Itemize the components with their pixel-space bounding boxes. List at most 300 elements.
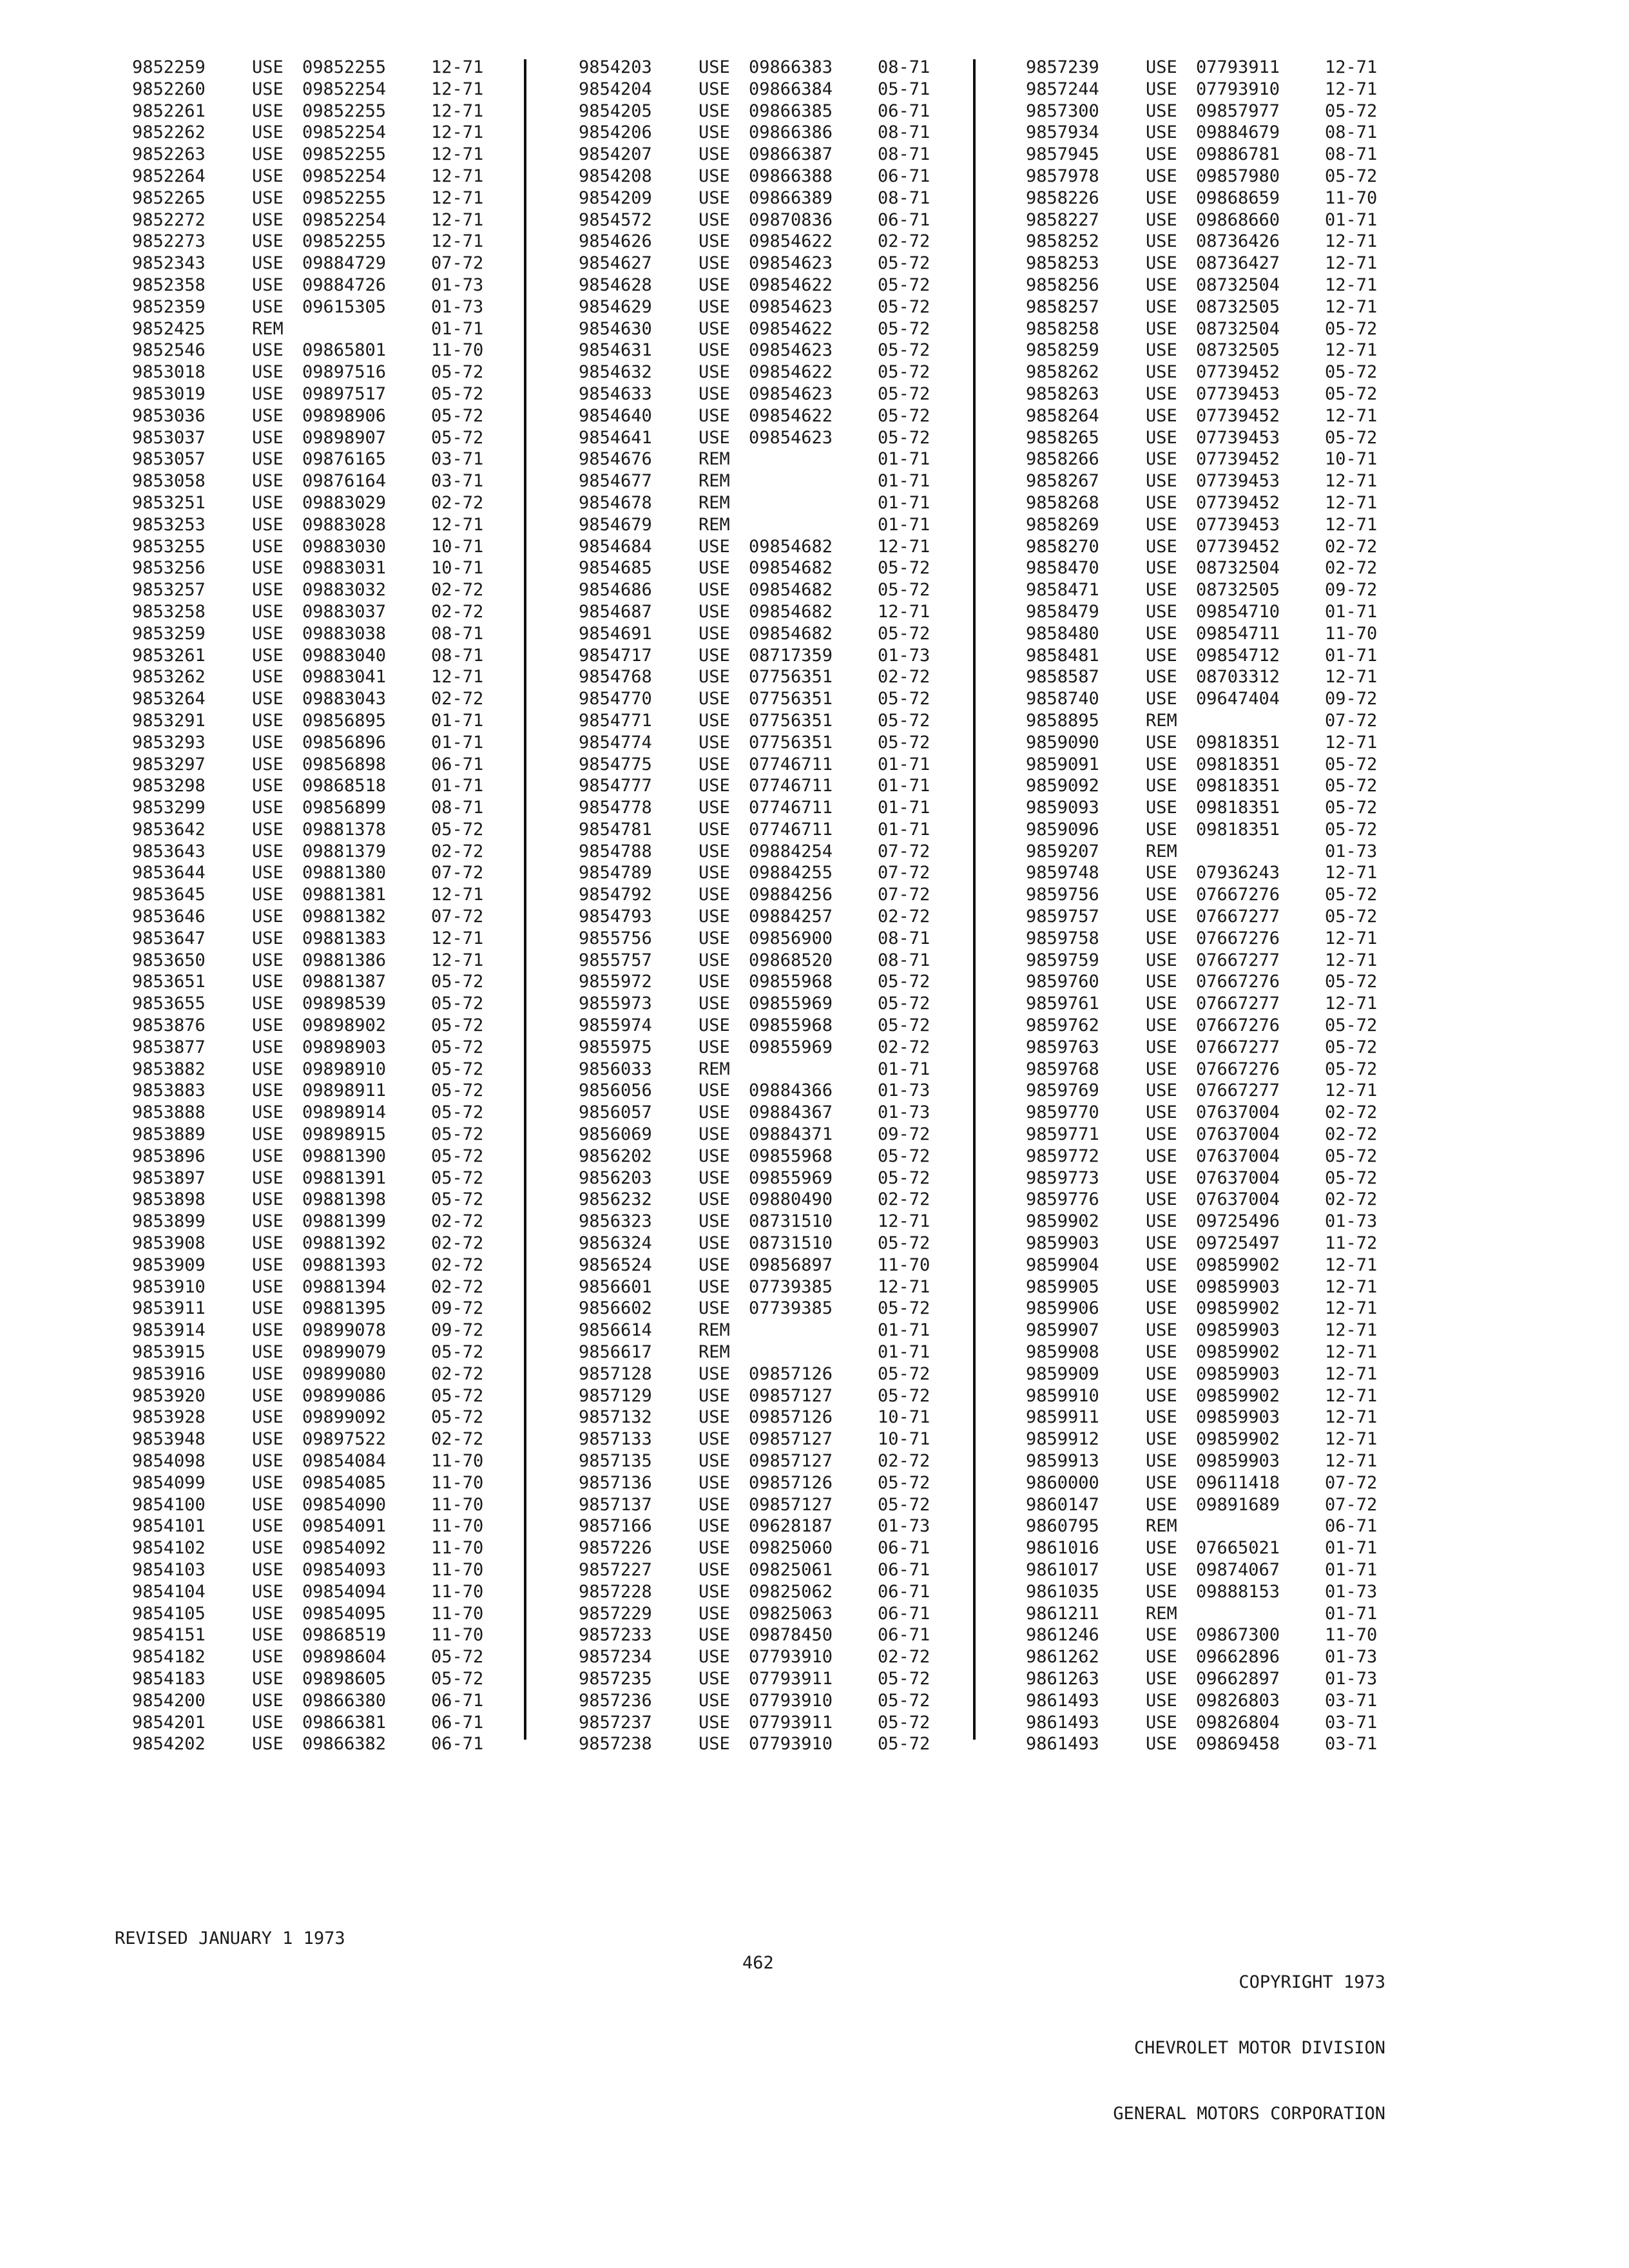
table-row — [579, 1102, 949, 1124]
part-number: 9854775 — [579, 754, 652, 774]
replacement-number: 09883031 — [302, 558, 387, 579]
table-row — [1026, 166, 1396, 187]
effective-date: 05-72 — [1325, 972, 1378, 992]
replacement-number: 09859903 — [1196, 1407, 1280, 1428]
effective-date: 12-71 — [1325, 950, 1378, 970]
replacement-number: 09854622 — [749, 274, 833, 295]
effective-date: 01-71 — [878, 1320, 930, 1341]
part-number: 9853882 — [132, 1059, 206, 1079]
effective-date: 05-72 — [878, 318, 930, 339]
table-row — [1026, 993, 1396, 1015]
effective-date: 12-71 — [431, 231, 484, 252]
replacement-number: 09868659 — [1196, 187, 1280, 208]
effective-date: 05-72 — [878, 1298, 930, 1319]
effective-date: 12-71 — [1325, 1254, 1378, 1275]
action-code: USE — [1146, 1254, 1177, 1275]
action-code: USE — [1146, 558, 1177, 579]
effective-date: 05-72 — [1325, 318, 1378, 339]
table-row — [579, 209, 949, 231]
table-row — [1026, 841, 1396, 863]
effective-date: 12-71 — [1325, 1081, 1378, 1101]
part-number: 9861493 — [1026, 1690, 1099, 1711]
part-number: 9855974 — [579, 1015, 652, 1036]
part-number: 9859758 — [1026, 928, 1099, 948]
replacement-number: 09852254 — [302, 166, 387, 186]
part-number: 9852273 — [132, 231, 206, 252]
part-number: 9857228 — [579, 1581, 652, 1602]
action-code: USE — [1146, 1363, 1177, 1384]
table-row — [579, 1537, 949, 1559]
revised-date: REVISED JANUARY 1 1973 — [115, 1928, 345, 1948]
table-row — [132, 536, 502, 558]
effective-date: 12-71 — [431, 79, 484, 99]
action-code: USE — [252, 187, 284, 208]
part-number: 9860000 — [1026, 1472, 1099, 1493]
action-code: USE — [252, 492, 284, 513]
action-code: USE — [252, 514, 284, 535]
part-number: 9852260 — [132, 79, 206, 99]
part-number: 9853256 — [132, 558, 206, 579]
replacement-number: 09881379 — [302, 841, 387, 861]
replacement-number: 09867300 — [1196, 1625, 1280, 1646]
part-number: 9853916 — [132, 1363, 206, 1384]
part-number: 9854640 — [579, 405, 652, 426]
table-row — [132, 819, 502, 841]
effective-date: 06-71 — [878, 1559, 930, 1580]
action-code: USE — [252, 1494, 284, 1515]
table-row — [132, 79, 502, 101]
action-code: USE — [699, 1647, 730, 1667]
action-code: USE — [699, 166, 730, 186]
replacement-number: 09818351 — [1196, 798, 1280, 818]
table-row — [579, 1298, 949, 1320]
action-code: USE — [699, 101, 730, 121]
replacement-number: 09898911 — [302, 1081, 387, 1101]
action-code: USE — [1146, 187, 1177, 208]
effective-date: 12-71 — [431, 667, 484, 687]
effective-date: 05-72 — [1325, 362, 1378, 383]
action-code: USE — [1146, 1494, 1177, 1515]
part-number: 9857132 — [579, 1407, 652, 1428]
replacement-number: 09725496 — [1196, 1211, 1280, 1232]
action-code: USE — [1146, 885, 1177, 905]
effective-date: 05-72 — [1325, 1146, 1378, 1166]
effective-date: 07-72 — [431, 863, 484, 883]
effective-date: 02-72 — [431, 1254, 484, 1275]
effective-date: 05-72 — [878, 994, 930, 1014]
replacement-number — [749, 448, 878, 470]
action-code: USE — [252, 1647, 284, 1667]
table-row — [1026, 623, 1396, 645]
part-number: 9859903 — [1026, 1233, 1099, 1254]
action-code: USE — [699, 1451, 730, 1471]
action-code: USE — [1146, 144, 1177, 165]
effective-date: 09-72 — [431, 1298, 484, 1319]
action-code: USE — [252, 732, 284, 753]
action-code: REM — [699, 492, 730, 513]
replacement-number: 09898605 — [302, 1668, 387, 1689]
effective-date: 05-72 — [878, 1385, 930, 1406]
replacement-number: 08732504 — [1196, 558, 1280, 579]
replacement-number: 07756351 — [749, 689, 833, 709]
effective-date: 05-72 — [1325, 776, 1378, 796]
part-number: 9854182 — [132, 1647, 206, 1667]
part-number: 9858265 — [1026, 427, 1099, 448]
part-number: 9854202 — [132, 1734, 206, 1754]
table-row — [1026, 144, 1396, 166]
part-number: 9858269 — [1026, 514, 1099, 535]
replacement-number: 09662897 — [1196, 1668, 1280, 1689]
effective-date: 01-73 — [431, 274, 484, 295]
table-row — [1026, 1537, 1396, 1559]
action-code: USE — [252, 1603, 284, 1624]
action-code: USE — [1146, 1015, 1177, 1036]
effective-date: 05-72 — [431, 1189, 484, 1210]
part-number: 9861246 — [1026, 1625, 1099, 1646]
effective-date: 12-71 — [1325, 994, 1378, 1014]
replacement-number: 09854085 — [302, 1472, 387, 1493]
table-row — [579, 1690, 949, 1712]
part-number: 9854691 — [579, 623, 652, 644]
replacement-number: 09852255 — [302, 57, 387, 77]
effective-date: 10-71 — [431, 558, 484, 579]
part-number: 9852343 — [132, 253, 206, 274]
part-number: 9859910 — [1026, 1385, 1099, 1406]
replacement-number: 09725497 — [1196, 1233, 1280, 1254]
replacement-number: 09825061 — [749, 1559, 833, 1580]
table-row — [579, 1428, 949, 1450]
effective-date: 10-71 — [1325, 449, 1378, 470]
table-row — [132, 841, 502, 863]
action-code: USE — [699, 1254, 730, 1275]
action-code: USE — [699, 1734, 730, 1754]
action-code: USE — [699, 536, 730, 557]
effective-date: 08-71 — [1325, 144, 1378, 165]
table-row — [1026, 340, 1396, 361]
effective-date: 02-72 — [878, 907, 930, 927]
table-row — [579, 1080, 949, 1102]
action-code: USE — [699, 623, 730, 644]
parts-column-2 — [579, 57, 949, 1755]
effective-date: 12-71 — [1325, 57, 1378, 77]
replacement-number: 09854091 — [302, 1516, 387, 1537]
part-number: 9859772 — [1026, 1146, 1099, 1166]
part-number: 9854100 — [132, 1494, 206, 1515]
effective-date: 11-70 — [431, 1538, 484, 1559]
replacement-number: 07739452 — [1196, 405, 1280, 426]
effective-date: 12-71 — [1325, 732, 1378, 753]
replacement-number: 09859902 — [1196, 1298, 1280, 1319]
replacement-number: 09883043 — [302, 689, 387, 709]
part-number: 9858262 — [1026, 362, 1099, 383]
action-code: USE — [1146, 1451, 1177, 1471]
replacement-number: 08731510 — [749, 1211, 833, 1232]
effective-date: 02-72 — [431, 1363, 484, 1384]
table-row — [132, 906, 502, 928]
part-number: 9853018 — [132, 362, 206, 383]
table-row — [579, 862, 949, 884]
part-number: 9858895 — [1026, 710, 1099, 731]
part-number: 9859913 — [1026, 1451, 1099, 1471]
replacement-number: 09881383 — [302, 928, 387, 948]
replacement-number: 09884256 — [749, 885, 833, 905]
table-row — [579, 101, 949, 122]
part-number: 9858264 — [1026, 405, 1099, 426]
replacement-number: 09852254 — [302, 79, 387, 99]
table-row — [132, 1559, 502, 1581]
table-row — [132, 1494, 502, 1516]
effective-date: 12-71 — [1325, 405, 1378, 426]
effective-date: 12-71 — [878, 536, 930, 557]
replacement-number: 09883028 — [302, 514, 387, 535]
action-code: USE — [1146, 667, 1177, 687]
replacement-number: 09854712 — [1196, 645, 1280, 666]
part-number: 9853897 — [132, 1168, 206, 1188]
action-code: USE — [1146, 471, 1177, 492]
effective-date: 05-72 — [431, 1081, 484, 1101]
action-code: USE — [1146, 1059, 1177, 1079]
part-number: 9854208 — [579, 166, 652, 186]
part-number: 9853899 — [132, 1211, 206, 1232]
action-code: USE — [252, 710, 284, 731]
action-code: USE — [1146, 536, 1177, 557]
table-row — [579, 166, 949, 187]
replacement-number: 09881398 — [302, 1189, 387, 1210]
table-row — [579, 623, 949, 645]
replacement-number: 09854682 — [749, 601, 833, 622]
effective-date: 05-72 — [1325, 754, 1378, 774]
table-row — [579, 536, 949, 558]
part-number: 9857137 — [579, 1494, 652, 1515]
table-row — [1026, 1059, 1396, 1081]
table-row — [579, 514, 949, 536]
table-row — [132, 775, 502, 797]
replacement-number — [1196, 841, 1325, 863]
table-row — [579, 884, 949, 906]
replacement-number: 09881386 — [302, 950, 387, 970]
effective-date: 11-70 — [431, 1603, 484, 1624]
action-code: USE — [699, 383, 730, 404]
replacement-number: 09891689 — [1196, 1494, 1280, 1515]
part-number: 9858270 — [1026, 536, 1099, 557]
replacement-number: 09883032 — [302, 580, 387, 601]
part-number: 9859906 — [1026, 1298, 1099, 1319]
action-code: USE — [1146, 1124, 1177, 1145]
action-code: USE — [1146, 754, 1177, 774]
table-row — [132, 557, 502, 579]
part-number: 9857244 — [1026, 79, 1099, 99]
action-code: USE — [252, 623, 284, 644]
part-number: 9853915 — [132, 1342, 206, 1363]
table-row — [1026, 514, 1396, 536]
table-row — [579, 1341, 949, 1363]
part-number: 9859762 — [1026, 1015, 1099, 1036]
effective-date: 12-71 — [878, 1276, 930, 1297]
part-number: 9857238 — [579, 1734, 652, 1754]
part-number: 9855972 — [579, 972, 652, 992]
table-row — [1026, 209, 1396, 231]
part-number: 9856617 — [579, 1342, 652, 1363]
action-code: USE — [699, 253, 730, 274]
part-number: 9858226 — [1026, 187, 1099, 208]
effective-date: 12-71 — [1325, 253, 1378, 274]
table-row — [132, 1385, 502, 1407]
effective-date: 12-71 — [431, 166, 484, 186]
effective-date: 01-73 — [878, 1516, 930, 1537]
action-code: USE — [1146, 601, 1177, 622]
part-number: 9858479 — [1026, 601, 1099, 622]
effective-date: 01-71 — [431, 318, 484, 339]
part-number: 9853264 — [132, 689, 206, 709]
action-code: USE — [1146, 122, 1177, 143]
part-number: 9856324 — [579, 1233, 652, 1254]
part-number: 9853019 — [132, 383, 206, 404]
part-number: 9859763 — [1026, 1037, 1099, 1057]
table-row — [132, 1668, 502, 1690]
action-code: USE — [1146, 1211, 1177, 1232]
replacement-number: 09881393 — [302, 1254, 387, 1275]
table-row — [132, 187, 502, 209]
effective-date: 07-72 — [878, 863, 930, 883]
table-row — [579, 427, 949, 449]
replacement-number: 09884679 — [1196, 122, 1280, 143]
replacement-number: 09856900 — [749, 928, 833, 948]
copyright-line: COPYRIGHT 1973 — [1239, 1972, 1385, 1992]
effective-date: 06-71 — [878, 1603, 930, 1624]
effective-date: 06-71 — [878, 1625, 930, 1646]
replacement-number: 09898539 — [302, 994, 387, 1014]
effective-date: 05-72 — [878, 1690, 930, 1711]
action-code: REM — [699, 471, 730, 492]
replacement-number: 09854623 — [749, 253, 833, 274]
part-number: 9853883 — [132, 1081, 206, 1101]
replacement-number: 09898915 — [302, 1124, 387, 1145]
action-code: USE — [252, 950, 284, 970]
table-row — [579, 1124, 949, 1146]
table-row — [1026, 557, 1396, 579]
part-number: 9854771 — [579, 710, 652, 731]
replacement-number: 07739453 — [1196, 383, 1280, 404]
effective-date: 05-72 — [431, 383, 484, 404]
replacement-number: 08732505 — [1196, 296, 1280, 317]
part-number: 9859770 — [1026, 1102, 1099, 1123]
part-number: 9854151 — [132, 1625, 206, 1646]
replacement-number: 09899086 — [302, 1385, 387, 1406]
part-number: 9858481 — [1026, 645, 1099, 666]
replacement-number: 09855968 — [749, 972, 833, 992]
replacement-number: 09854094 — [302, 1581, 387, 1602]
effective-date: 11-70 — [431, 340, 484, 361]
table-row — [579, 579, 949, 601]
part-number: 9861263 — [1026, 1668, 1099, 1689]
replacement-number: 07739453 — [1196, 471, 1280, 492]
replacement-number: 09884257 — [749, 907, 833, 927]
replacement-number: 07667277 — [1196, 1081, 1280, 1101]
action-code: USE — [252, 580, 284, 601]
action-code: USE — [1146, 1625, 1177, 1646]
table-row — [132, 427, 502, 449]
replacement-number: 09866385 — [749, 101, 833, 121]
effective-date: 01-71 — [878, 776, 930, 796]
part-number: 9859760 — [1026, 972, 1099, 992]
replacement-number: 09857127 — [749, 1494, 833, 1515]
part-number: 9853650 — [132, 950, 206, 970]
effective-date: 05-72 — [1325, 101, 1378, 121]
parts-column-3 — [1026, 57, 1396, 1755]
action-code: USE — [699, 57, 730, 77]
table-row — [1026, 797, 1396, 819]
effective-date: 05-72 — [1325, 885, 1378, 905]
effective-date: 01-71 — [431, 710, 484, 731]
part-number: 9853261 — [132, 645, 206, 666]
action-code: USE — [252, 1102, 284, 1123]
table-row — [579, 1189, 949, 1211]
action-code: USE — [699, 1581, 730, 1602]
table-row — [579, 645, 949, 667]
part-number: 9858257 — [1026, 296, 1099, 317]
replacement-number: 07793910 — [749, 1647, 833, 1667]
part-number: 9859090 — [1026, 732, 1099, 753]
replacement-number: 09881382 — [302, 907, 387, 927]
effective-date: 12-71 — [431, 885, 484, 905]
effective-date: 02-72 — [431, 580, 484, 601]
effective-date: 03-71 — [1325, 1690, 1378, 1711]
action-code: REM — [252, 318, 284, 339]
replacement-number: 07746711 — [749, 819, 833, 840]
effective-date: 12-71 — [878, 601, 930, 622]
part-number: 9854099 — [132, 1472, 206, 1493]
table-row — [579, 361, 949, 383]
effective-date: 07-72 — [431, 907, 484, 927]
action-code: USE — [1146, 1189, 1177, 1210]
effective-date: 03-71 — [431, 449, 484, 470]
replacement-number: 07667276 — [1196, 885, 1280, 905]
action-code: USE — [699, 144, 730, 165]
action-code: USE — [1146, 994, 1177, 1014]
part-number: 9856323 — [579, 1211, 652, 1232]
table-row — [1026, 427, 1396, 449]
table-row — [132, 448, 502, 470]
part-number: 9853655 — [132, 994, 206, 1014]
effective-date: 07-72 — [1325, 1472, 1378, 1493]
replacement-number: 09854682 — [749, 580, 833, 601]
replacement-number: 09856899 — [302, 798, 387, 818]
effective-date: 06-71 — [878, 1581, 930, 1602]
table-row — [579, 1646, 949, 1668]
action-code: USE — [252, 689, 284, 709]
replacement-number: 09898902 — [302, 1015, 387, 1036]
part-number: 9856056 — [579, 1081, 652, 1101]
replacement-number: 09884255 — [749, 863, 833, 883]
table-row — [579, 819, 949, 841]
table-row — [132, 1080, 502, 1102]
effective-date: 11-70 — [431, 1472, 484, 1493]
part-number: 9853647 — [132, 928, 206, 948]
action-code: USE — [252, 362, 284, 383]
part-number: 9857934 — [1026, 122, 1099, 143]
replacement-number: 09870836 — [749, 209, 833, 230]
replacement-number: 09859903 — [1196, 1276, 1280, 1297]
table-row — [579, 1603, 949, 1625]
action-code: USE — [252, 1734, 284, 1754]
replacement-number: 08703312 — [1196, 667, 1280, 687]
table-row — [1026, 1624, 1396, 1646]
replacement-number: 09818351 — [1196, 732, 1280, 753]
table-row — [1026, 1189, 1396, 1211]
action-code: USE — [699, 1712, 730, 1733]
replacement-number: 09854092 — [302, 1538, 387, 1559]
table-row — [1026, 754, 1396, 776]
